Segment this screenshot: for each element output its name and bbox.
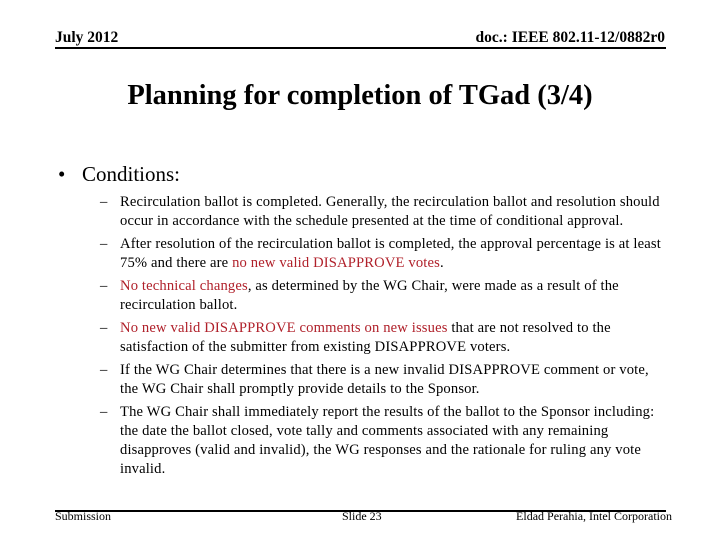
dash-marker: –	[100, 194, 108, 210]
highlighted-text: no new valid DISAPPROVE votes	[232, 255, 440, 271]
dash-marker: –	[100, 404, 108, 420]
item-text: If the WG Chair determines that there is a new invalid DISAPPROVE comment or vote, the WG Chair shall promptly provide details to the Sponsor.	[120, 362, 649, 397]
dash-marker: –	[100, 236, 108, 252]
list-item	[100, 235, 665, 273]
header-date: July 2012	[55, 29, 119, 46]
list-item	[100, 193, 665, 231]
footer-slide-number: Slide 23	[342, 509, 382, 523]
bullet-label: Conditions:	[82, 162, 181, 186]
list-item	[100, 319, 665, 357]
highlighted-text: No technical changes	[120, 278, 248, 294]
dash-marker: –	[100, 362, 108, 378]
dash-marker: –	[100, 278, 108, 294]
dash-marker: –	[100, 320, 108, 336]
list-item	[100, 277, 665, 315]
item-text: The WG Chair shall immediately report the results of the ballot to the Sponsor including: the date the ballot closed, vote tally and comments associated with any remaining disapproves (valid and invalid), the WG responses and the rationale for ruling any vote invalid.	[120, 404, 655, 477]
item-text: .	[439, 255, 444, 271]
item-text: that are not resolved to the satisfaction of the submitter from existing DISAPPROVE voters.	[120, 320, 611, 355]
footer-submission: Submission	[55, 509, 112, 523]
footer-author: Eldad Perahia, Intel Corporation	[516, 509, 672, 523]
bullet-conditions	[58, 162, 180, 187]
conditions-list	[100, 193, 665, 483]
item-text: , as determined by the WG Chair, were made as a result of the recirculation ballot.	[120, 278, 619, 313]
highlighted-text: No new valid DISAPPROVE comments on new issues	[120, 320, 448, 336]
header-rule	[55, 47, 666, 49]
list-item	[100, 403, 665, 479]
list-item	[100, 361, 665, 399]
item-text: Recirculation ballot is completed. Generally, the recirculation ballot and resolution should occur in accordance with the schedule presented at the time of conditional approval.	[120, 194, 660, 229]
bullet-marker: •	[58, 162, 66, 186]
item-text: After resolution of the recirculation ballot is completed, the approval percentage is at least 75% and there are	[120, 236, 661, 271]
header-doc-id: doc.: IEEE 802.11-12/0882r0	[475, 29, 665, 46]
slide-title: Planning for completion of TGad (3/4)	[127, 80, 593, 111]
